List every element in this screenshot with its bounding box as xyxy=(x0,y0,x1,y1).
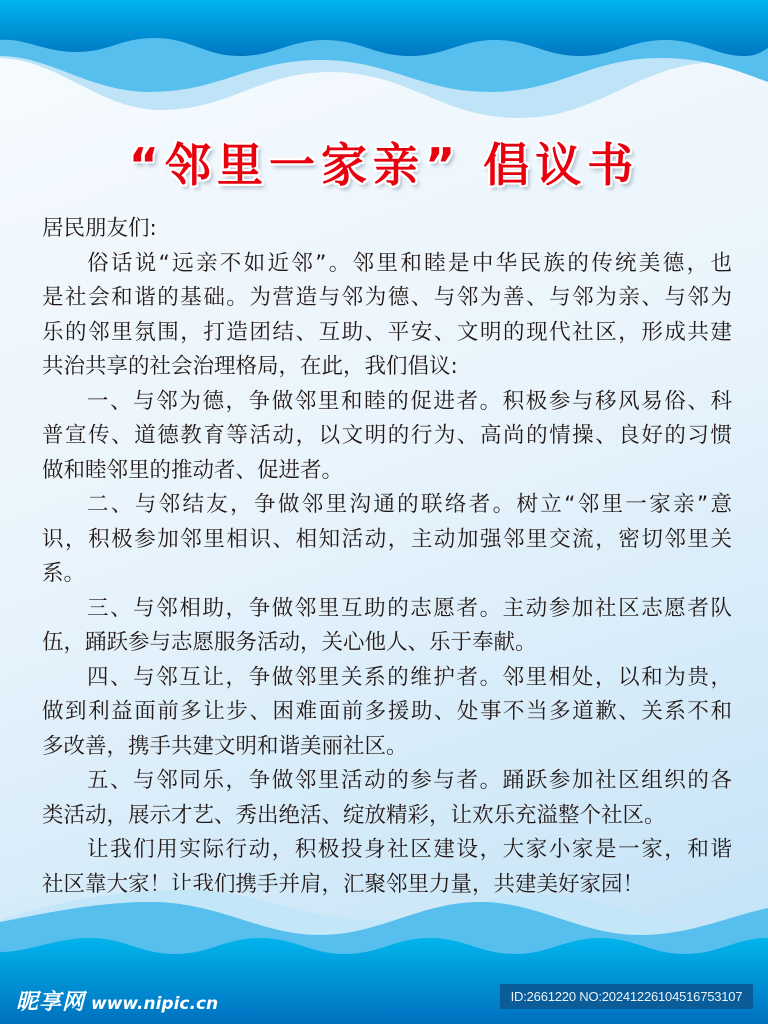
letter-line: 普宣传、道德教育等活动，以文明的行为、高尚的情操、良好的习惯 xyxy=(42,423,732,448)
letter-line: 社区靠大家！让我们携手并肩，汇聚邻里力量，共建美好家园！ xyxy=(42,871,645,897)
letter-line: 做到利益面前多让步、困难面前多援助、处事不当多道歉、关系不和 xyxy=(42,699,732,724)
letter-line: 乐的邻里氛围，打造团结、互助、平安、文明的现代社区，形成共建 xyxy=(42,319,732,345)
watermark-url: www.nipic.cn xyxy=(91,994,219,1014)
letter-line: 一、与邻为德，争做邻里和睦的促进者。积极参与移风易俗、科 xyxy=(87,388,732,414)
letter-line: 多改善，携手共建文明和谐美丽社区。 xyxy=(42,733,408,759)
letter-line: 系。 xyxy=(42,561,86,586)
proposal-letter-body xyxy=(42,212,732,902)
letter-line: 做和睦邻里的推动者、促进者。 xyxy=(42,457,344,483)
letter-line: 居民朋友们: xyxy=(42,216,157,241)
letter-line: 五、与邻同乐，争做邻里活动的参与者。踊跃参加社区组织的各 xyxy=(87,768,732,793)
watermark-logo xyxy=(16,985,218,1016)
letter-line: 类活动，展示才艺、秀出绝活、绽放精彩，让欢乐充溢整个社区。 xyxy=(42,802,666,828)
letter-line: 共治共享的社会治理格局，在此，我们倡议: xyxy=(42,354,458,379)
letter-line: 四、与邻互让，争做邻里关系的维护者。邻里相处，以和为贵， xyxy=(87,664,732,690)
image-id-badge: ID:2661220 NO:20241226104516753107 xyxy=(500,984,753,1009)
letter-line: 识，积极参加邻里相识、相知活动，主动加强邻里交流，密切邻里关 xyxy=(42,526,732,552)
letter-line: 俗话说“远亲不如近邻”。邻里和睦是中华民族的传统美德，也 xyxy=(87,250,732,276)
letter-line: 伍，踊跃参与志愿服务活动，关心他人、乐于奉献。 xyxy=(42,630,537,655)
letter-line: 二、与邻结友，争做邻里沟通的联络者。树立“邻里一家亲”意 xyxy=(87,492,732,517)
watermark-brand: 昵享网 xyxy=(16,990,86,1015)
page-title: “邻里一家亲” 倡议书 xyxy=(128,137,640,192)
letter-line: 让我们用实际行动，积极投身社区建设，大家小家是一家，和谐 xyxy=(87,837,732,862)
letter-line: 三、与邻相助，争做邻里互助的志愿者。主动参加社区志愿者队 xyxy=(87,595,732,621)
letter-line: 是社会和谐的基础。为营造与邻为德、与邻为善、与邻为亲、与邻为 xyxy=(42,285,732,310)
